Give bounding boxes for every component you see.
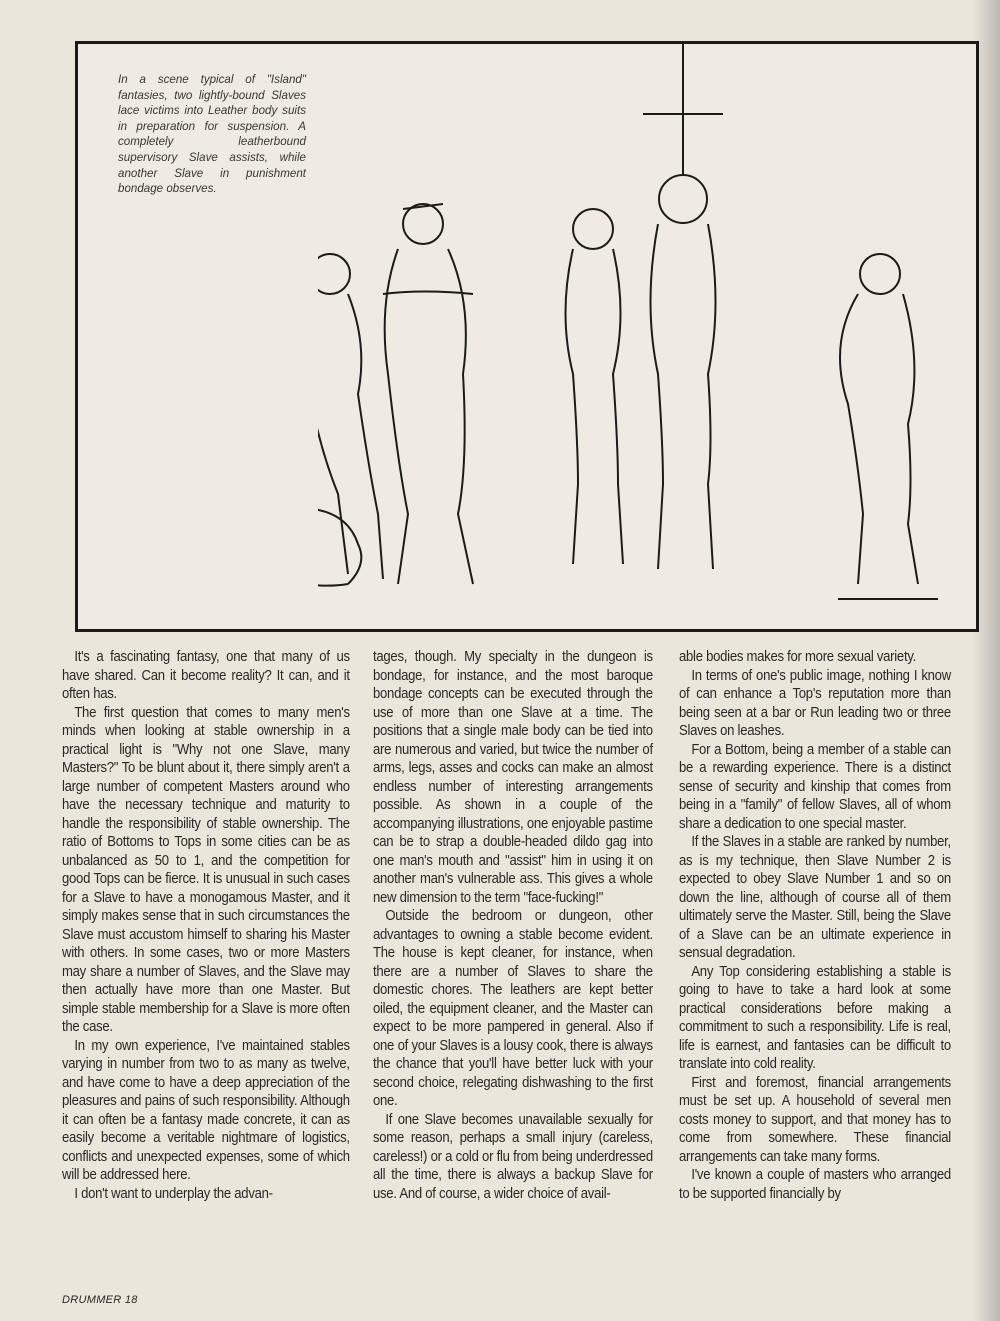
paragraph: First and foremost, financial arrangements must be set up. A household of several men costs money to support, and that money has to come from somewhere. These financial arrangements can take many forms. [679, 1074, 951, 1165]
article-column-1 [62, 648, 350, 1203]
figure-suspended [643, 44, 723, 569]
article-column-2 [373, 648, 653, 1203]
paragraph: It's a fascinating fantasy, one that many of us have shared. Can it become reality? It can, and it often has. [62, 649, 350, 702]
paragraph: able bodies makes for more sexual variety. [679, 649, 917, 665]
paragraph: I've known a couple of masters who arranged to be supported financially by [679, 1167, 951, 1202]
figure-capped [383, 204, 473, 584]
paragraph: In my own experience, I've maintained stables varying in number from two to as many as twelve, and have come to have a deep appreciation of the pleasures and pains of such responsibility. Although it can often be a fantasy made concrete, it can as easily become a veritable nightmare of logistics, conflicts and unexpected expenses, some of which will be addressed here. [62, 1037, 350, 1183]
illustration-caption: In a scene typical of "Island" fantasies, two lightly-bound Slaves lace victims into Leather body suits in preparation for suspension. A completely leatherbound supervisory Slave assists, while another Slave in punishment bondage observes. [118, 73, 306, 196]
page-folio: DRUMMER 18 [62, 1294, 138, 1306]
paragraph: I don't want to underplay the advan- [74, 1185, 273, 1202]
paragraph: If one Slave becomes unavailable sexually for some reason, perhaps a small injury (careless, careless!) or a cold or flu from being underdressed all the time, there is always a backup Slave for use. And of course, a wider choice of avail- [373, 1111, 653, 1202]
line-art-illustration [318, 44, 976, 629]
paragraph: In terms of one's public image, nothing I know of can enhance a Top's reputation more than being seen at a bar or Run leading two or three Slaves on leashes. [679, 667, 951, 739]
illustration-frame [75, 41, 979, 632]
paragraph: Any Top considering establishing a stable is going to have to take a hard look at some practical considerations before making a commitment to such a responsibility. Life is real, life is earnest, and fantasies can be difficult to translate into cold reality. [679, 963, 951, 1072]
article-column-3 [679, 648, 951, 1203]
figure-standing-right [838, 254, 938, 599]
figure-kneeling [318, 471, 361, 586]
figure-mustached [566, 209, 624, 564]
paragraph: The first question that comes to many men's minds when looking at stable ownership in a practical light is "Why not one Slave, many Masters?" To be blunt about it, there simply aren't a large number of competent Masters around who have the necessary technique and maturity to handle the responsibility of stable ownership. The ratio of Bottoms to Tops in some cities can be as unbalanced as 50 to 1, and the competition for good Tops can be fierce. It is unusual in such cases for a Slave to have a monogamous Master, and it simply makes sense that in such circumstances the Slave must accustom himself to sharing his Master with others. In some cases, two or more Masters may share a number of Slaves, and the Slave may then actually have more than one Master. But simple stable membership for a Slave is more often the case. [62, 704, 350, 1035]
paragraph: Outside the bedroom or dungeon, other advantages to owning a stable become evident. The house is kept cleaner, for instance, when there are a number of Slaves to share the domestic chores. The leathers are kept better oiled, the equipment cleaner, and the Master can expect to be more pampered in general. Also if one of your Slaves is a lousy cook, there is always the chance that you'll have better luck with your second choice, relegating dishwashing to the first one. [373, 908, 653, 1109]
paragraph: If the Slaves in a stable are ranked by number, as is my technique, then Slave Number 2 is expected to obey Slave Number 1 and so on down the line, although of course all of them ultimately serve the Master. Still, being the Slave of a Slave can be an ultimate experience in sensual degradation. [679, 834, 951, 961]
paragraph: For a Bottom, being a member of a stable can be a rewarding experience. There is a distinct sense of security and kinship that comes from being in a "family" of fellow Slaves, all of whom share a dedication to one special master. [679, 741, 951, 832]
paragraph: tages, though. My specialty in the dungeon is bondage, for instance, and the most baroque bondage concepts can be executed through the use of more than one Slave at a time. The positions that a single male body can be tied into are numerous and varied, but twice the number of arms, legs, asses and cocks can make an almost endless number of interesting arrangements possible. As shown in a couple of the accompanying illustrations, one enjoyable pastime can be to strap a double-headed dildo gag into one man's mouth and "assist" him in using it on another man's vulnerable ass. This gives a whole new dimension to the term "face-fucking!" [373, 649, 653, 906]
